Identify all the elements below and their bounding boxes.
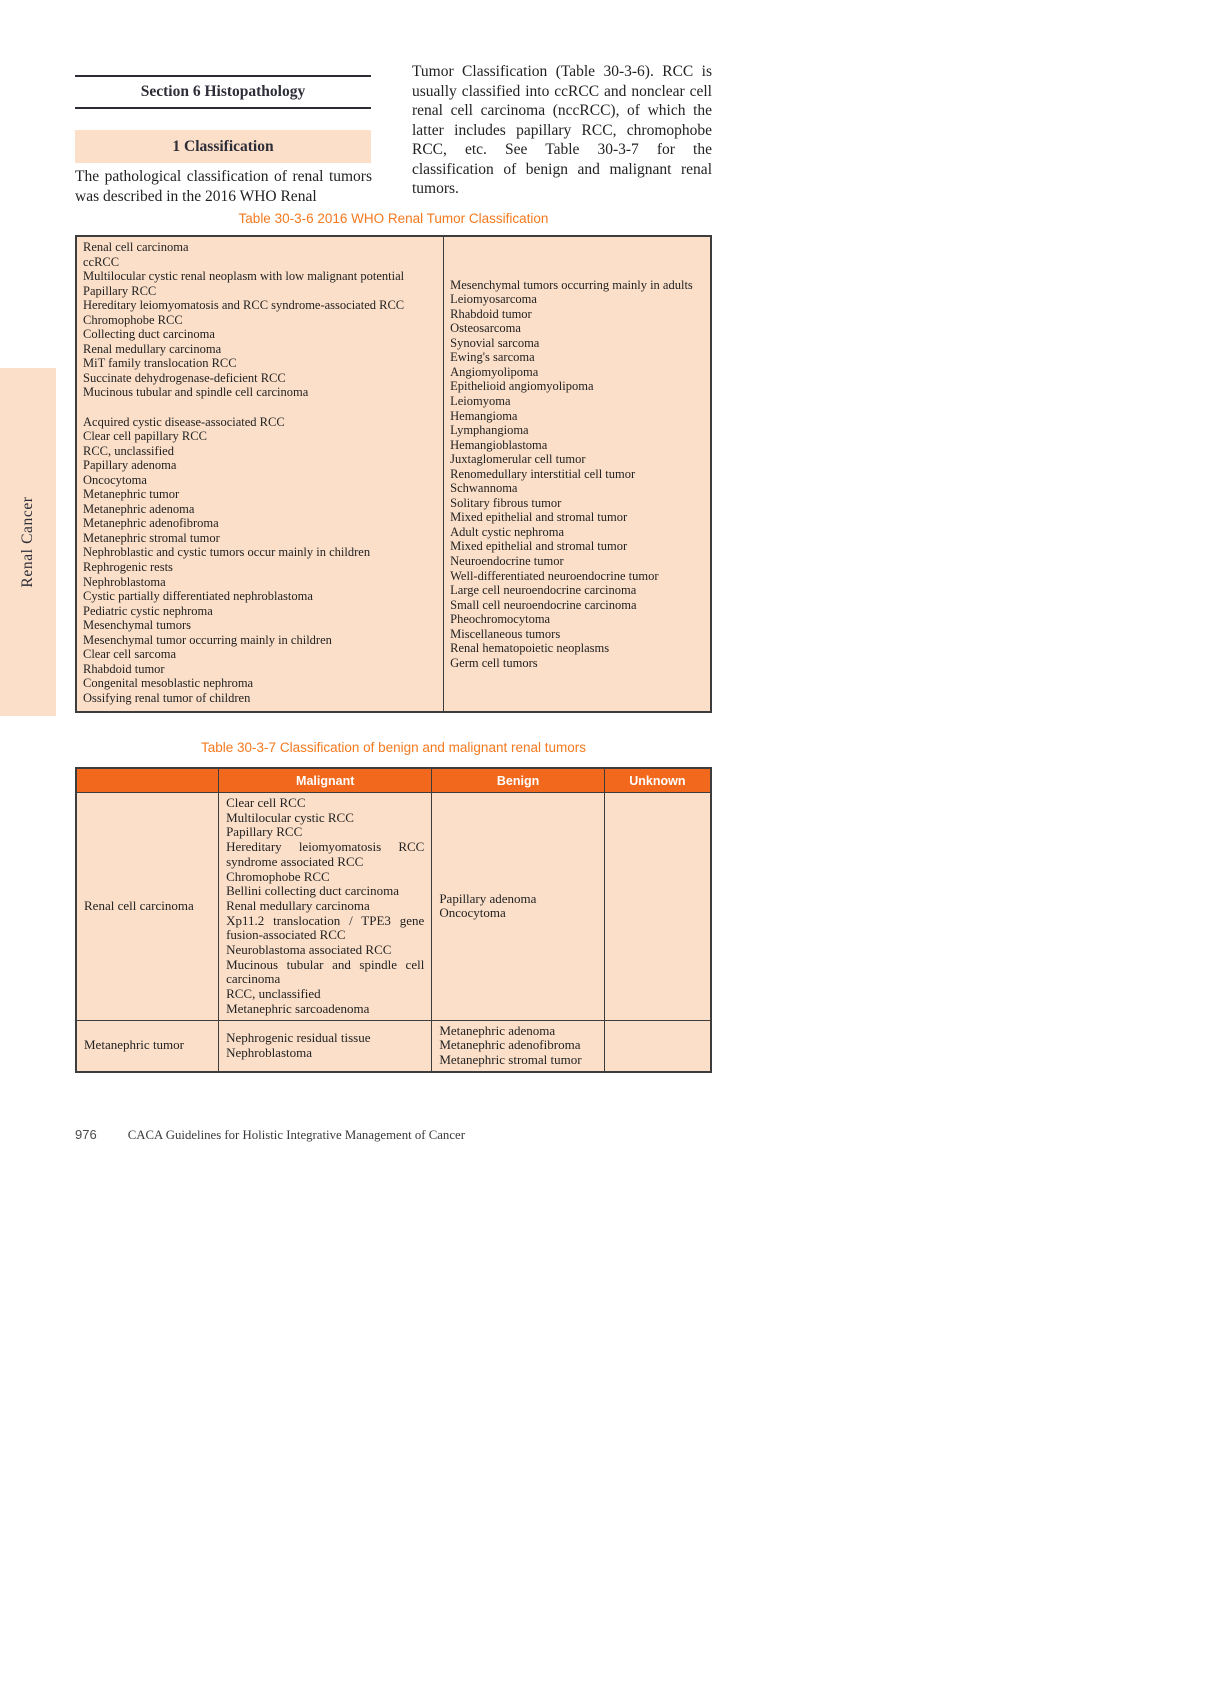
who-table-entry: Clear cell sarcoma — [83, 647, 177, 662]
header-cell-malignant: Malignant — [219, 768, 432, 793]
who-table-entry: Large cell neuroendocrine carcinoma — [450, 583, 637, 598]
who-table-entry: Synovial sarcoma — [450, 335, 540, 350]
who-table-entry: Collecting duct carcinoma — [83, 327, 215, 342]
benign-entry: Metanephric stromal tumor — [439, 1051, 582, 1067]
who-table-entry: Metanephric stromal tumor — [83, 530, 220, 545]
header-cell-category — [76, 768, 219, 793]
malignant-entry: Chromophobe RCC — [226, 868, 330, 884]
who-table-entry: Congenital mesoblastic nephroma — [83, 676, 254, 691]
who-table-entry: Metanephric tumor — [83, 487, 180, 502]
header-cell-unknown: Unknown — [604, 768, 711, 793]
who-table-entry: Succinate dehydrogenase-deficient RCC — [83, 370, 286, 385]
who-table-entry: Ossifying renal tumor of children — [83, 690, 251, 705]
page-footer — [75, 1127, 465, 1143]
benign-entry: Papillary adenoma — [439, 890, 537, 906]
who-table-entry: Miscellaneous tumors — [450, 626, 561, 641]
intro-paragraph-left: The pathological classification of renal tumors was described in the 2016 WHO Renal — [75, 168, 372, 205]
malignant-entry: Mucinous tubular and spindle cell carcinoma — [226, 956, 425, 987]
who-table-entry: Mesenchymal tumor occurring mainly in children — [83, 632, 332, 647]
who-table-entry: Epithelioid angiomyolipoma — [450, 379, 594, 394]
who-table-entry: Hereditary leiomyomatosis and RCC syndrome-associated RCC — [83, 298, 405, 313]
footer-title: CACA Guidelines for Holistic Integrative Management of Cancer — [127, 1128, 465, 1142]
who-table-entry: Hemangioma — [450, 408, 518, 423]
unknown-cell — [604, 1020, 711, 1072]
who-table-entry: Mesenchymal tumors occurring mainly in adults — [450, 277, 693, 292]
who-table-entry: Osteosarcoma — [450, 321, 521, 336]
header-cell-benign: Benign — [432, 768, 604, 793]
who-table-entry: Papillary adenoma — [83, 458, 177, 473]
who-table-entry: Renal medullary carcinoma — [83, 341, 222, 356]
who-table-entry: Rephrogenic rests — [83, 560, 173, 575]
malignant-entry: RCC, unclassified — [226, 986, 321, 1002]
malignant-entry: Nephroblastoma — [226, 1044, 312, 1060]
category-cell: Metanephric tumor — [76, 1020, 219, 1072]
who-table-entry: Mixed epithelial and stromal tumor — [450, 539, 628, 554]
page-number: 976 — [75, 1127, 97, 1142]
who-table-entry: Metanephric adenoma — [83, 501, 195, 516]
benign-entry: Oncocytoma — [439, 905, 506, 921]
who-table-left-column — [77, 237, 444, 711]
classification-heading — [75, 130, 371, 163]
who-table-entry: Oncocytoma — [83, 472, 147, 487]
who-table-entry: Mixed epithelial and stromal tumor — [450, 510, 628, 525]
who-table-entry: Pheochromocytoma — [450, 612, 551, 627]
who-table-entry: Chromophobe RCC — [83, 312, 183, 327]
table-header-row — [76, 768, 711, 793]
malignant-entry: Papillary RCC — [226, 824, 303, 840]
who-table-entry: Acquired cystic disease-associated RCC — [83, 414, 285, 429]
table1-caption: Table 30-3-6 2016 WHO Renal Tumor Classification — [238, 211, 549, 226]
who-table-entry: Cystic partially differentiated nephroblastoma — [83, 589, 313, 604]
who-table-entry: Lymphangioma — [450, 423, 529, 438]
intro-paragraph-right: Tumor Classification (Table 30-3-6). RCC is usually classified into ccRCC and nonclear cell renal cell carcinoma (nccRCC), of which the latter includes papillary RCC, chromophobe RCC, etc. See Table 30-3-7 for the classification of benign and malignant renal tumors. — [412, 63, 712, 197]
malignant-cell — [219, 793, 432, 1021]
malignant-entry: Neuroblastoma associated RCC — [226, 942, 392, 958]
malignant-entry: Clear cell RCC — [226, 795, 306, 810]
benign-entry: Metanephric adenoma — [439, 1022, 556, 1038]
who-table-entry: Schwannoma — [450, 481, 518, 496]
who-table-entry: Juxtaglomerular cell tumor — [450, 452, 586, 467]
who-table-entry: ccRCC — [83, 254, 120, 269]
malignant-entry: Bellini collecting duct carcinoma — [226, 883, 399, 899]
who-table-entry: Mesenchymal tumors — [83, 618, 191, 633]
section-title: Section 6 Histopathology — [140, 83, 306, 100]
who-table-entry: Germ cell tumors — [450, 655, 538, 670]
benign-entry: Metanephric adenofibroma — [439, 1037, 581, 1053]
who-table-entry: Leiomyoma — [450, 393, 511, 408]
malignant-entry: Xp11.2 translocation / TPE3 gene fusion-associated RCC — [226, 912, 425, 943]
malignant-cell — [219, 1020, 432, 1072]
benign-cell — [432, 1020, 604, 1072]
who-table-entry: Renal cell carcinoma — [83, 240, 189, 254]
table2-caption: Table 30-3-7 Classification of benign and malignant renal tumors — [201, 740, 586, 755]
who-table-entry: Solitary fibrous tumor — [450, 495, 562, 510]
who-table-entry: Hemangioblastoma — [450, 437, 548, 452]
who-table-right-column — [444, 237, 710, 711]
unknown-cell — [604, 793, 711, 1021]
who-table-entry: Mucinous tubular and spindle cell carcinoma — [83, 385, 309, 400]
who-table-entry: Rhabdoid tumor — [450, 306, 532, 321]
who-table-entry: Leiomyosarcoma — [450, 292, 537, 307]
who-table-entry: Neuroendocrine tumor — [450, 554, 564, 568]
who-table-entry: Nephroblastic and cystic tumors occur mainly in children — [83, 545, 371, 560]
section-header — [75, 75, 371, 109]
benign-cell — [432, 793, 604, 1021]
who-table-entry: Well-differentiated neuroendocrine tumor — [450, 568, 659, 583]
classification-heading-label: 1 Classification — [172, 137, 274, 155]
who-table-entry: RCC, unclassified — [83, 443, 174, 458]
who-table-entry: Rhabdoid tumor — [83, 661, 165, 676]
who-table-entry: Angiomyolipoma — [450, 364, 539, 379]
who-table-entry: Multilocular cystic renal neoplasm with low malignant potential — [83, 269, 405, 284]
table-row — [76, 1020, 711, 1072]
who-table-entry: Papillary RCC — [83, 283, 157, 298]
table-row — [76, 793, 711, 1021]
benign-malignant-table — [75, 767, 712, 1073]
who-table-entry: Renal hematopoietic neoplasms — [450, 641, 610, 656]
malignant-entry: Nephrogenic residual tissue — [226, 1029, 371, 1045]
chapter-spine-block — [0, 368, 56, 716]
who-renal-tumor-table — [75, 235, 712, 713]
malignant-entry: Metanephric sarcoadenoma — [226, 1000, 370, 1016]
who-table-entry: Clear cell papillary RCC — [83, 429, 207, 444]
who-table-entry: Pediatric cystic nephroma — [83, 603, 213, 618]
malignant-entry: Renal medullary carcinoma — [226, 897, 370, 913]
who-table-entry: Nephroblastoma — [83, 574, 166, 589]
malignant-entry: Hereditary leiomyomatosis RCC syndrome associated RCC — [226, 839, 425, 869]
who-table-entry: Ewing's sarcoma — [450, 350, 535, 365]
malignant-entry: Multilocular cystic RCC — [226, 809, 354, 825]
category-cell: Renal cell carcinoma — [76, 793, 219, 1021]
chapter-spine-label: Renal Cancer — [19, 496, 36, 588]
who-table-entry: Adult cystic nephroma — [450, 524, 564, 539]
who-table-entry: Small cell neuroendocrine carcinoma — [450, 597, 637, 612]
who-table-entry: Metanephric adenofibroma — [83, 516, 219, 531]
who-table-entry — [83, 400, 439, 415]
who-table-entry: MiT family translocation RCC — [83, 356, 237, 371]
who-table-entry: Renomedullary interstitial cell tumor — [450, 466, 636, 481]
